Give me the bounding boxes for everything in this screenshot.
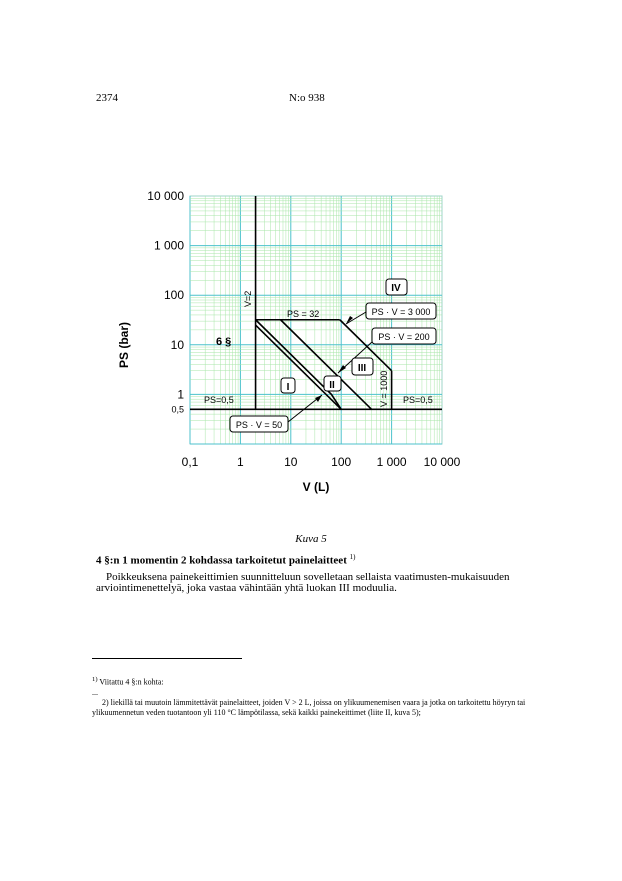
pressure-volume-chart: [100, 185, 480, 505]
x-tick-label: 1: [237, 455, 244, 469]
svg-text:PS · V = 3 000: PS · V = 3 000: [371, 307, 431, 317]
y-tick-label: 10: [170, 337, 184, 352]
category-IV: [386, 279, 407, 295]
x-tick-label: 10: [284, 455, 298, 469]
x-tick-label: 100: [331, 455, 352, 469]
y-tick-label: 10 000: [147, 189, 184, 203]
footnote-ref: 1): [349, 553, 356, 561]
svg-text:IV: IV: [391, 283, 401, 294]
svg-text:II: II: [329, 380, 335, 391]
footnote-divider: [92, 658, 242, 659]
svg-text:I: I: [286, 382, 290, 393]
x-tick-label: 1 000: [376, 455, 407, 469]
y-tick-label: 1 000: [153, 238, 184, 253]
footnote-ellipsis: ...: [92, 688, 98, 697]
svg-text:PS · V = 200: PS · V = 200: [378, 332, 430, 342]
label-v2: V=2: [243, 290, 253, 307]
category-I: [281, 378, 295, 393]
y-tick-label: 0,5: [171, 404, 184, 415]
label-article-6: 6 §: [216, 336, 232, 348]
x-axis-label: V (L): [302, 480, 330, 494]
svg-text:III: III: [357, 363, 367, 374]
svg-text:PS · V = 50: PS · V = 50: [235, 420, 283, 430]
y-tick-label: 100: [163, 288, 184, 303]
x-tick-label: 0,1: [181, 455, 199, 469]
label-ps05-left: PS=0,5: [204, 395, 234, 405]
section-heading: 4 §:n 1 momentin 2 kohdassa tarkoitetut painelaitteet $^{1)}$: [96, 553, 356, 567]
page-number: 2374: [96, 92, 118, 104]
figure-caption: Kuva 5: [295, 533, 327, 545]
category-II: [324, 376, 341, 391]
label-v1000: V = 1000: [379, 370, 389, 407]
footnote-reference: $^{1)}$ Viitattu 4 §:n kohta:: [92, 676, 164, 687]
body-paragraph: Poikkeuksena painekeittimien suunnitteluun sovelletaan sellaista vaatimusten-mukaisuuden arviointimenettelyä, joka vastaa vähintään yhtä luokan III moduulia.: [96, 571, 510, 594]
y-axis-label: PS (bar): [117, 321, 131, 369]
x-tick-label: 10 000: [423, 455, 461, 469]
label-ps05-right: PS=0,5: [403, 395, 433, 405]
document-number: N:o 938: [289, 92, 325, 104]
label-ps32: PS = 32: [287, 309, 320, 319]
category-III: [352, 358, 373, 375]
footnote-text: 2) liekillä tai muutoin lämmitettävät painelaitteet, joiden V > 2 L, joissa on ylikuumenemisen vaara ja jotka on tarkoitettu höyryn tai ylikuumennetun veden tuotantoon yli 110 °C lämpötilassa, sekä kaikki painekeittimet (liite II, kuva 5);: [92, 698, 526, 717]
y-tick-label: 1: [177, 387, 184, 402]
